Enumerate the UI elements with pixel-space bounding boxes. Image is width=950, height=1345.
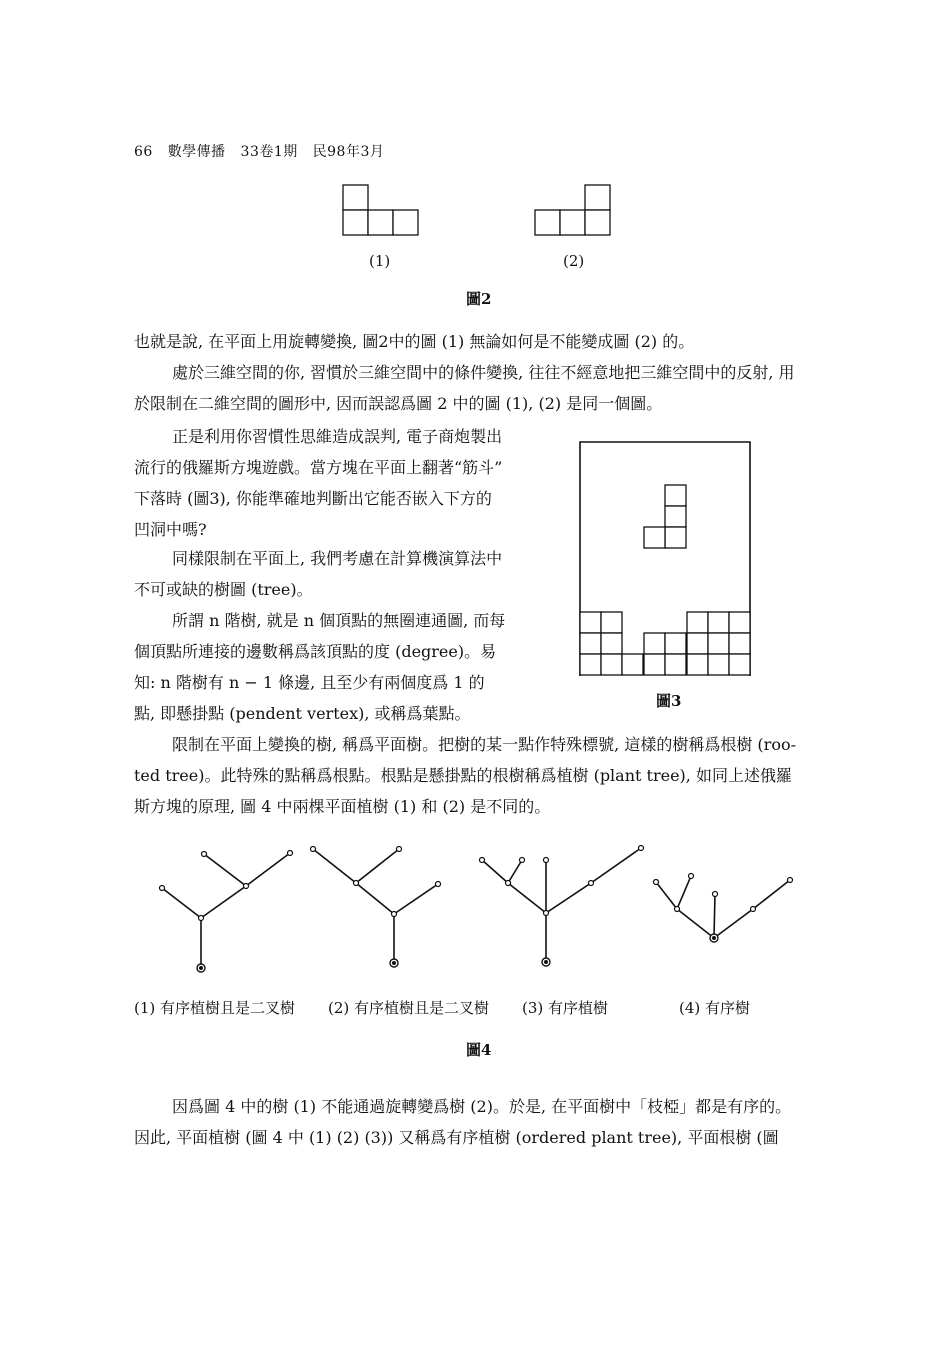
paragraph-3-line-3: 下落時 (圖3), 你能準確地判斷出它能否嵌入下方的: [134, 489, 492, 508]
tree-4: [654, 874, 793, 943]
fig2-label-2: (2): [563, 252, 585, 270]
fig4-caption-4: (4) 有序樹: [679, 999, 751, 1017]
fig3-caption: 圖3: [656, 692, 682, 710]
fig4-caption-2: (2) 有序植樹且是二叉樹: [328, 999, 490, 1017]
paragraph-4-line-1: 同樣限制在平面上, 我們考慮在計算機演算法中: [172, 549, 503, 568]
paragraph-6-line-3: 斯方塊的原理, 圖 4 中兩棵平面植樹 (1) 和 (2) 是不同的。: [134, 797, 551, 816]
fig2-label-1: (1): [369, 252, 391, 270]
journal-volume: 33卷1期: [240, 144, 298, 160]
paragraph-7-line-1: 因爲圖 4 中的樹 (1) 不能通過旋轉變爲樹 (2)。於是, 在平面樹中「枝椏」都是有序的。: [172, 1097, 792, 1116]
tree-2: [311, 847, 441, 968]
paragraph-3-line-1: 正是利用你習慣性思維造成誤判, 電子商炮製出: [172, 427, 503, 446]
journal-date: 民98年3月: [312, 144, 385, 160]
fig4-caption-1: (1) 有序植樹且是二叉樹: [134, 999, 296, 1017]
tree-3: [480, 846, 644, 967]
fig4-caption-3: (3) 有序植樹: [522, 999, 609, 1017]
paragraph-5-line-1: 所謂 n 階樹, 就是 n 個頂點的無圈連通圖, 而每: [172, 611, 506, 630]
paragraph-5-line-2: 個頂點所連接的邊數稱爲該頂點的度 (degree)。易: [134, 642, 497, 661]
paragraph-5-line-4: 點, 即懸掛點 (pendent vertex), 或稱爲葉點。: [134, 704, 471, 723]
journal-title: 數學傳播: [167, 144, 226, 160]
paragraph-1: 也就是說, 在平面上用旋轉變換, 圖2中的圖 (1) 無論如何是不能變成圖 (2) 的。: [134, 332, 695, 351]
paragraph-6-line-1: 限制在平面上變換的樹, 稱爲平面樹。把樹的某一點作特殊標號, 這樣的樹稱爲根樹 (roo-: [172, 735, 796, 754]
tree-1: [160, 851, 293, 973]
paragraph-3-line-2: 流行的俄羅斯方塊遊戲。當方塊在平面上翻著“筋斗”: [134, 458, 503, 477]
paragraph-7-line-2: 因此, 平面植樹 (圖 4 中 (1) (2) (3)) 又稱爲有序植樹 (ordered plant tree), 平面根樹 (圖: [134, 1128, 779, 1147]
paragraph-6-line-2: ted tree)。此特殊的點稱爲根點。根點是懸掛點的根樹稱爲植樹 (plant tree), 如同上述俄羅: [134, 766, 792, 785]
paragraph-2-line-1: 處於三維空間的你, 習慣於三維空間中的條件變換, 往往不經意地把三維空間中的反射, 用: [172, 363, 795, 382]
paragraph-3-line-4: 凹洞中嗎?: [134, 520, 207, 539]
paragraph-5-line-3: 知: n 階樹有 n − 1 條邊, 且至少有兩個度爲 1 的: [134, 673, 485, 692]
paragraph-2-line-2: 於限制在二維空間的圖形中, 因而誤認爲圖 2 中的圖 (1), (2) 是同一個圖。: [134, 394, 663, 413]
paragraph-4-line-2: 不可或缺的樹圖 (tree)。: [134, 580, 313, 599]
fig4-caption: 圖4: [466, 1041, 492, 1059]
page-number: 66: [134, 144, 153, 160]
fig2-caption: 圖2: [466, 290, 492, 308]
